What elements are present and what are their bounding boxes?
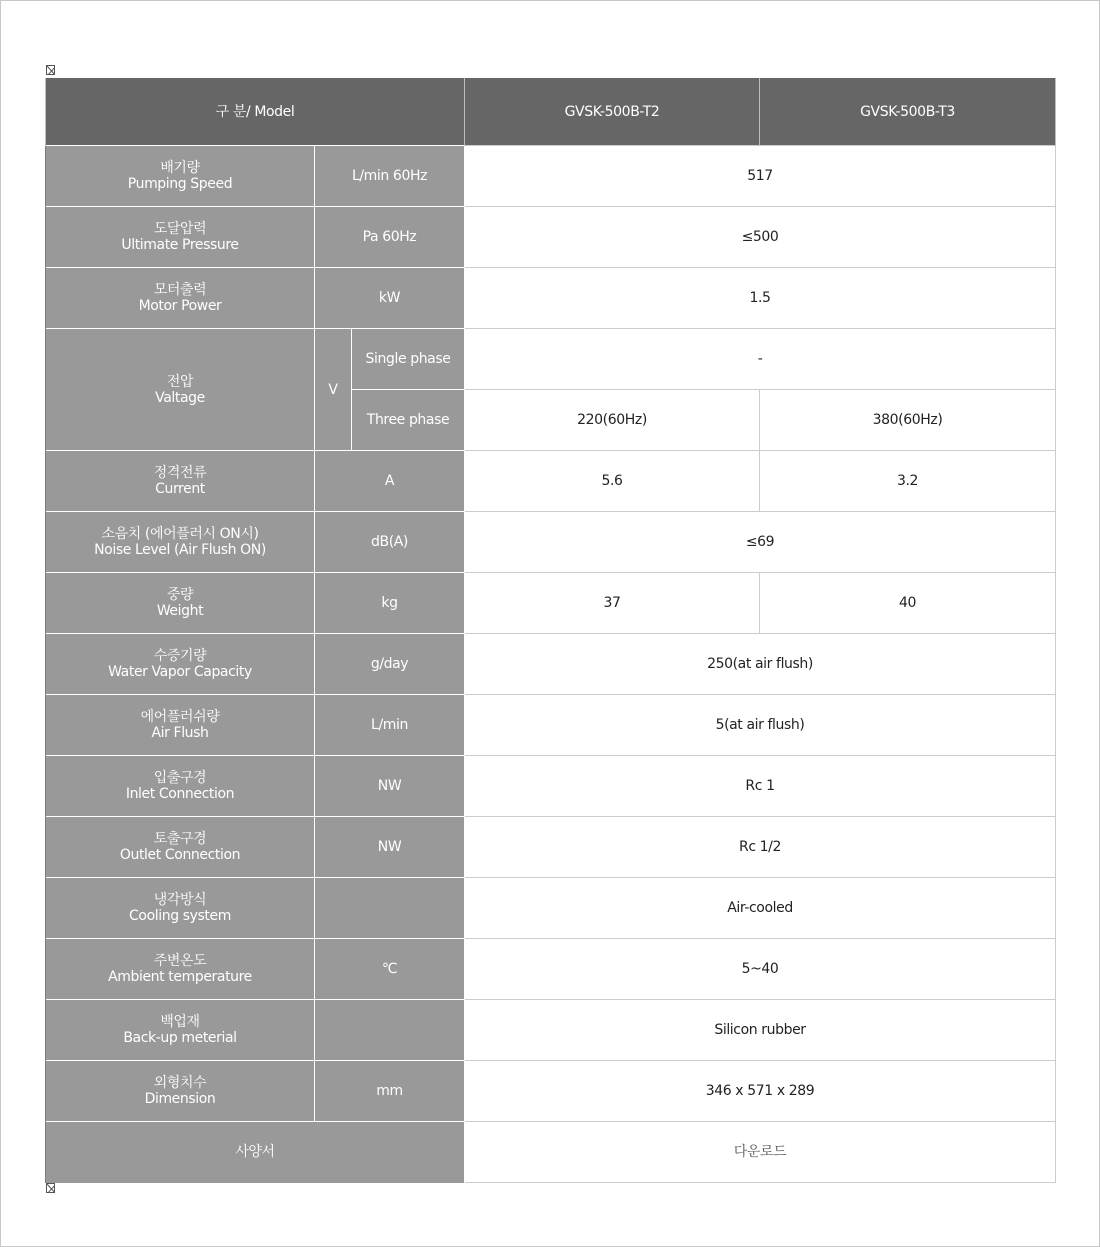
row-label: 백업재 Back-up meterial [46,1000,315,1061]
download-link[interactable]: 다운로드 [465,1122,1056,1183]
table-row-ambient [46,939,1056,1000]
row-unit: A [315,451,465,512]
t2-value: 37 [465,573,760,634]
row-value: 1.5 [465,268,1056,329]
spec-table [45,78,1056,1183]
table-row-dimension [46,1061,1056,1122]
three-phase-t2-value: 220(60Hz) [465,390,760,451]
row-label: 주변온도 Ambient temperature [46,939,315,1000]
row-value: ≤69 [465,512,1056,573]
row-value: ≤500 [465,207,1056,268]
t3-value: 40 [760,573,1056,634]
table-row-current [46,451,1056,512]
table-row-motor-power [46,268,1056,329]
table-row-noise-level [46,512,1056,573]
row-unit: NW [315,817,465,878]
table-row-weight [46,573,1056,634]
row-label: 냉각방식 Cooling system [46,878,315,939]
row-value: Air-cooled [465,878,1056,939]
broken-image-icon [46,65,55,75]
row-unit: V [315,329,352,451]
row-label: 에어플러쉬량 Air Flush [46,695,315,756]
row-label: 소음치 (에어플러시 ON시) Noise Level (Air Flush ON) [46,512,315,573]
table-row-pumping-speed [46,146,1056,207]
row-value: Rc 1 [465,756,1056,817]
row-unit: kg [315,573,465,634]
row-unit: L/min [315,695,465,756]
t2-value: 5.6 [465,451,760,512]
row-unit [315,878,465,939]
row-label: 입출구경 Inlet Connection [46,756,315,817]
row-value: 5(at air flush) [465,695,1056,756]
row-label: 수증기량 Water Vapor Capacity [46,634,315,695]
row-unit: Pa 60Hz [315,207,465,268]
broken-image-icon [46,1183,55,1193]
table-row-voltage-single [46,329,1056,390]
model-t2-header: GVSK-500B-T2 [465,78,760,146]
table-row-water-vapor [46,634,1056,695]
row-value: Silicon rubber [465,1000,1056,1061]
row-value: 517 [465,146,1056,207]
single-phase-value: - [465,329,1056,390]
row-unit: NW [315,756,465,817]
model-t3-header: GVSK-500B-T3 [760,78,1056,146]
row-label: 외형치수 Dimension [46,1061,315,1122]
row-unit: mm [315,1061,465,1122]
row-value: Rc 1/2 [465,817,1056,878]
three-phase-label: Three phase [352,390,465,451]
row-unit: g/day [315,634,465,695]
row-label: 전압 Valtage [46,329,315,451]
table-row-inlet [46,756,1056,817]
table-row-cooling [46,878,1056,939]
t3-value: 3.2 [760,451,1056,512]
row-unit: L/min 60Hz [315,146,465,207]
row-label: 정격전류 Current [46,451,315,512]
row-label: 배기량 Pumping Speed [46,146,315,207]
table-row-backup [46,1000,1056,1061]
row-value: 346 x 571 x 289 [465,1061,1056,1122]
row-label: 중량 Weight [46,573,315,634]
row-value: 250(at air flush) [465,634,1056,695]
row-unit: dB(A) [315,512,465,573]
row-label: 모터출력 Motor Power [46,268,315,329]
table-row-air-flush [46,695,1056,756]
row-label: 도달압력 Ultimate Pressure [46,207,315,268]
row-unit: kW [315,268,465,329]
single-phase-label: Single phase [352,329,465,390]
table-row-outlet [46,817,1056,878]
header-row [46,78,1056,146]
table-row-ultimate-pressure [46,207,1056,268]
row-unit [315,1000,465,1061]
header-label: 구 분/ Model [46,78,465,146]
row-label: 토출구경 Outlet Connection [46,817,315,878]
table-row-spec-sheet [46,1122,1056,1183]
row-unit: ℃ [315,939,465,1000]
three-phase-t3-value: 380(60Hz) [760,390,1056,451]
spec-sheet-label: 사양서 [46,1122,465,1183]
row-value: 5~40 [465,939,1056,1000]
